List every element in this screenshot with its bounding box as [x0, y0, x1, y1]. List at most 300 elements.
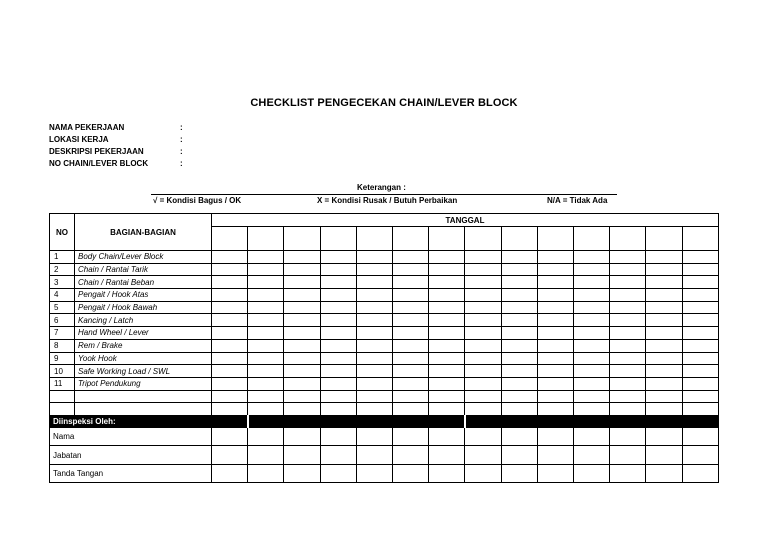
signature-cell[interactable] [682, 464, 718, 483]
part-header: BAGIAN-BAGIAN [75, 214, 212, 251]
signature-cell[interactable] [212, 464, 248, 483]
check-cell[interactable] [429, 301, 465, 314]
check-cell[interactable] [501, 339, 537, 352]
check-cell[interactable] [537, 377, 573, 390]
no-header: NO [50, 214, 75, 251]
check-cell[interactable] [574, 403, 610, 416]
check-cell[interactable] [356, 251, 392, 264]
check-cell[interactable] [320, 352, 356, 365]
date-cell[interactable] [248, 227, 284, 251]
check-cell[interactable] [284, 276, 320, 289]
date-cell[interactable] [356, 227, 392, 251]
check-cell[interactable] [501, 377, 537, 390]
signature-cell[interactable] [393, 446, 429, 465]
check-cell[interactable] [320, 377, 356, 390]
signature-cell[interactable] [465, 446, 501, 465]
item-name: Pengait / Hook Atas [75, 289, 212, 302]
check-cell[interactable] [356, 289, 392, 302]
check-cell[interactable] [393, 352, 429, 365]
inspected-by-bar [50, 415, 719, 427]
check-cell[interactable] [682, 390, 718, 403]
check-cell[interactable] [465, 377, 501, 390]
check-cell[interactable] [610, 327, 646, 340]
check-cell[interactable] [284, 403, 320, 416]
item-name: Body Chain/Lever Block [75, 251, 212, 264]
item-number: 1 [50, 251, 75, 264]
check-cell[interactable] [393, 314, 429, 327]
item-number: 5 [50, 301, 75, 314]
signature-cell[interactable] [356, 427, 392, 446]
check-cell[interactable] [248, 390, 284, 403]
item-number: 2 [50, 263, 75, 276]
table-row [50, 365, 719, 378]
check-cell[interactable] [646, 377, 682, 390]
check-cell[interactable] [429, 339, 465, 352]
check-cell[interactable] [501, 263, 537, 276]
signature-cell[interactable] [537, 427, 573, 446]
date-cell[interactable] [682, 227, 718, 251]
item-name: Safe Working Load / SWL [75, 365, 212, 378]
check-cell[interactable] [537, 251, 573, 264]
check-cell[interactable] [682, 377, 718, 390]
item-number [50, 403, 75, 416]
check-cell[interactable] [501, 403, 537, 416]
check-cell[interactable] [537, 339, 573, 352]
check-cell[interactable] [248, 377, 284, 390]
check-cell[interactable] [248, 289, 284, 302]
check-cell[interactable] [574, 276, 610, 289]
check-cell[interactable] [248, 352, 284, 365]
document-title: CHECKLIST PENGECEKAN CHAIN/LEVER BLOCK [250, 97, 518, 109]
signature-cell[interactable] [537, 446, 573, 465]
check-cell[interactable] [610, 276, 646, 289]
signature-cell[interactable] [212, 427, 248, 446]
signature-cell[interactable] [320, 464, 356, 483]
item-number [50, 390, 75, 403]
check-cell[interactable] [646, 339, 682, 352]
check-cell[interactable] [248, 314, 284, 327]
date-cell[interactable] [429, 227, 465, 251]
signature-cell[interactable] [537, 464, 573, 483]
signature-cell[interactable] [682, 446, 718, 465]
check-cell[interactable] [429, 403, 465, 416]
signature-cell[interactable] [646, 446, 682, 465]
check-cell[interactable] [682, 365, 718, 378]
legend-na: N/A = Tidak Ada [547, 196, 608, 205]
field-label: DESKRIPSI PEKERJAAN [49, 147, 144, 156]
signature-cell[interactable] [610, 427, 646, 446]
field-row [49, 122, 183, 134]
check-cell[interactable] [212, 289, 248, 302]
item-name: Chain / Rantai Beban [75, 276, 212, 289]
check-cell[interactable] [356, 377, 392, 390]
item-number: 6 [50, 314, 75, 327]
check-cell[interactable] [429, 314, 465, 327]
check-cell[interactable] [610, 339, 646, 352]
check-cell[interactable] [646, 390, 682, 403]
check-cell[interactable] [284, 377, 320, 390]
table-row [50, 289, 719, 302]
check-cell[interactable] [682, 289, 718, 302]
signature-cell[interactable] [393, 464, 429, 483]
check-cell[interactable] [284, 327, 320, 340]
date-cell[interactable] [284, 227, 320, 251]
check-cell[interactable] [682, 327, 718, 340]
check-cell[interactable] [356, 352, 392, 365]
check-cell[interactable] [574, 352, 610, 365]
check-cell[interactable] [248, 276, 284, 289]
check-cell[interactable] [501, 314, 537, 327]
item-name: Kancing / Latch [75, 314, 212, 327]
check-cell[interactable] [574, 314, 610, 327]
check-cell[interactable] [284, 301, 320, 314]
signature-label: Nama [50, 427, 212, 446]
check-cell[interactable] [393, 327, 429, 340]
check-cell[interactable] [393, 276, 429, 289]
date-cell[interactable] [537, 227, 573, 251]
date-cell[interactable] [610, 227, 646, 251]
check-cell[interactable] [682, 403, 718, 416]
check-cell[interactable] [320, 314, 356, 327]
check-cell[interactable] [537, 276, 573, 289]
signature-cell[interactable] [574, 427, 610, 446]
check-cell[interactable] [574, 339, 610, 352]
table-row [50, 301, 719, 314]
check-cell[interactable] [356, 339, 392, 352]
signature-cell[interactable] [284, 446, 320, 465]
check-cell[interactable] [610, 403, 646, 416]
table-row [50, 327, 719, 340]
signature-cell[interactable] [429, 464, 465, 483]
check-cell[interactable] [682, 339, 718, 352]
check-cell[interactable] [248, 327, 284, 340]
signature-cell[interactable] [356, 464, 392, 483]
check-cell[interactable] [284, 352, 320, 365]
check-cell[interactable] [537, 327, 573, 340]
check-cell[interactable] [429, 289, 465, 302]
check-cell[interactable] [320, 301, 356, 314]
check-cell[interactable] [646, 251, 682, 264]
table-row [50, 390, 719, 403]
table-row [50, 339, 719, 352]
check-cell[interactable] [646, 276, 682, 289]
check-cell[interactable] [284, 339, 320, 352]
check-cell[interactable] [320, 365, 356, 378]
check-cell[interactable] [320, 289, 356, 302]
check-cell[interactable] [574, 251, 610, 264]
signature-cell[interactable] [501, 427, 537, 446]
check-cell[interactable] [356, 276, 392, 289]
check-cell[interactable] [646, 352, 682, 365]
check-cell[interactable] [537, 301, 573, 314]
date-header: TANGGAL [212, 214, 719, 227]
check-cell[interactable] [501, 251, 537, 264]
signature-cell[interactable] [465, 464, 501, 483]
date-cell[interactable] [320, 227, 356, 251]
field-label: NO CHAIN/LEVER BLOCK [49, 159, 149, 168]
check-cell[interactable] [393, 365, 429, 378]
check-cell[interactable] [284, 390, 320, 403]
check-cell[interactable] [465, 352, 501, 365]
check-cell[interactable] [646, 289, 682, 302]
signature-cell[interactable] [320, 446, 356, 465]
check-cell[interactable] [429, 263, 465, 276]
field-colon: : [180, 147, 183, 156]
check-cell[interactable] [610, 289, 646, 302]
signature-row [50, 427, 719, 446]
check-cell[interactable] [610, 390, 646, 403]
signature-cell[interactable] [646, 464, 682, 483]
signature-cell[interactable] [465, 427, 501, 446]
check-cell[interactable] [320, 263, 356, 276]
check-cell[interactable] [320, 339, 356, 352]
check-cell[interactable] [501, 289, 537, 302]
check-cell[interactable] [284, 251, 320, 264]
check-cell[interactable] [682, 251, 718, 264]
check-cell[interactable] [356, 403, 392, 416]
signature-cell[interactable] [646, 427, 682, 446]
check-cell[interactable] [393, 339, 429, 352]
signature-cell[interactable] [393, 427, 429, 446]
item-number: 11 [50, 377, 75, 390]
legend-heading: Keterangan : [357, 183, 406, 192]
date-cell[interactable] [501, 227, 537, 251]
check-cell[interactable] [646, 314, 682, 327]
check-cell[interactable] [682, 352, 718, 365]
check-cell[interactable] [393, 390, 429, 403]
check-cell[interactable] [356, 390, 392, 403]
check-cell[interactable] [682, 301, 718, 314]
field-row [49, 146, 183, 158]
check-cell[interactable] [429, 352, 465, 365]
item-number: 7 [50, 327, 75, 340]
check-cell[interactable] [465, 390, 501, 403]
check-cell[interactable] [465, 339, 501, 352]
signature-label: Tanda Tangan [50, 464, 212, 483]
check-cell[interactable] [212, 403, 248, 416]
check-cell[interactable] [284, 314, 320, 327]
table-row [50, 314, 719, 327]
signature-cell[interactable] [682, 427, 718, 446]
check-cell[interactable] [429, 327, 465, 340]
check-cell[interactable] [356, 314, 392, 327]
check-cell[interactable] [501, 365, 537, 378]
check-cell[interactable] [465, 365, 501, 378]
table-row [50, 263, 719, 276]
check-cell[interactable] [537, 289, 573, 302]
item-number: 8 [50, 339, 75, 352]
item-name: Tripot Pendukung [75, 377, 212, 390]
check-cell[interactable] [212, 301, 248, 314]
check-cell[interactable] [537, 390, 573, 403]
check-cell[interactable] [610, 263, 646, 276]
check-cell[interactable] [646, 301, 682, 314]
check-cell[interactable] [682, 276, 718, 289]
check-cell[interactable] [248, 339, 284, 352]
check-cell[interactable] [610, 365, 646, 378]
item-number: 4 [50, 289, 75, 302]
check-cell[interactable] [248, 365, 284, 378]
check-cell[interactable] [574, 263, 610, 276]
field-colon: : [180, 135, 183, 144]
signature-cell[interactable] [501, 464, 537, 483]
check-cell[interactable] [682, 263, 718, 276]
check-cell[interactable] [320, 403, 356, 416]
check-cell[interactable] [537, 352, 573, 365]
check-cell[interactable] [610, 301, 646, 314]
check-cell[interactable] [610, 377, 646, 390]
check-cell[interactable] [574, 301, 610, 314]
field-label: NAMA PEKERJAAN [49, 123, 125, 132]
check-cell[interactable] [212, 276, 248, 289]
check-cell[interactable] [610, 352, 646, 365]
check-cell[interactable] [248, 301, 284, 314]
check-cell[interactable] [393, 263, 429, 276]
check-cell[interactable] [429, 377, 465, 390]
signature-cell[interactable] [248, 446, 284, 465]
check-cell[interactable] [393, 289, 429, 302]
item-name: Pengait / Hook Bawah [75, 301, 212, 314]
date-cell[interactable] [465, 227, 501, 251]
check-cell[interactable] [320, 327, 356, 340]
check-cell[interactable] [682, 314, 718, 327]
check-cell[interactable] [501, 390, 537, 403]
field-colon: : [180, 123, 183, 132]
field-row [49, 158, 183, 170]
check-cell[interactable] [465, 276, 501, 289]
inspected-by-segment [248, 415, 465, 427]
check-cell[interactable] [320, 390, 356, 403]
signature-cell[interactable] [574, 464, 610, 483]
check-cell[interactable] [501, 301, 537, 314]
legend-ok: √ = Kondisi Bagus / OK [153, 196, 242, 205]
check-cell[interactable] [393, 377, 429, 390]
check-cell[interactable] [465, 403, 501, 416]
signature-row [50, 446, 719, 465]
check-cell[interactable] [646, 263, 682, 276]
check-cell[interactable] [248, 263, 284, 276]
check-cell[interactable] [501, 327, 537, 340]
check-cell[interactable] [574, 390, 610, 403]
signature-cell[interactable] [429, 427, 465, 446]
check-cell[interactable] [429, 251, 465, 264]
check-cell[interactable] [356, 327, 392, 340]
check-cell[interactable] [212, 365, 248, 378]
signature-cell[interactable] [248, 427, 284, 446]
check-cell[interactable] [212, 390, 248, 403]
check-cell[interactable] [429, 365, 465, 378]
check-cell[interactable] [212, 339, 248, 352]
signature-cell[interactable] [610, 464, 646, 483]
signature-cell[interactable] [248, 464, 284, 483]
check-cell[interactable] [393, 403, 429, 416]
inspected-by-segment [465, 415, 719, 427]
check-cell[interactable] [501, 352, 537, 365]
check-cell[interactable] [248, 251, 284, 264]
check-cell[interactable] [610, 314, 646, 327]
check-cell[interactable] [537, 263, 573, 276]
check-cell[interactable] [393, 301, 429, 314]
date-cell[interactable] [393, 227, 429, 251]
check-cell[interactable] [537, 314, 573, 327]
check-cell[interactable] [465, 263, 501, 276]
check-cell[interactable] [356, 263, 392, 276]
check-cell[interactable] [284, 263, 320, 276]
check-cell[interactable] [284, 289, 320, 302]
field-label: LOKASI KERJA [49, 135, 109, 144]
item-name [75, 390, 212, 403]
check-cell[interactable] [284, 365, 320, 378]
check-cell[interactable] [429, 276, 465, 289]
check-cell[interactable] [574, 327, 610, 340]
check-cell[interactable] [356, 301, 392, 314]
signature-cell[interactable] [429, 446, 465, 465]
check-cell[interactable] [429, 390, 465, 403]
check-cell[interactable] [574, 289, 610, 302]
check-cell[interactable] [646, 327, 682, 340]
check-cell[interactable] [465, 301, 501, 314]
check-cell[interactable] [574, 377, 610, 390]
signature-cell[interactable] [320, 427, 356, 446]
checklist-table [49, 213, 719, 483]
item-name [75, 403, 212, 416]
signature-cell[interactable] [284, 427, 320, 446]
check-cell[interactable] [212, 314, 248, 327]
signature-cell[interactable] [212, 446, 248, 465]
check-cell[interactable] [537, 403, 573, 416]
signature-cell[interactable] [356, 446, 392, 465]
table-row [50, 377, 719, 390]
check-cell[interactable] [646, 403, 682, 416]
table-row [50, 352, 719, 365]
check-cell[interactable] [574, 365, 610, 378]
signature-cell[interactable] [501, 446, 537, 465]
check-cell[interactable] [212, 251, 248, 264]
field-colon: : [180, 159, 183, 168]
signature-cell[interactable] [284, 464, 320, 483]
date-cell[interactable] [646, 227, 682, 251]
check-cell[interactable] [248, 403, 284, 416]
check-cell[interactable] [465, 251, 501, 264]
check-cell[interactable] [212, 263, 248, 276]
date-cell[interactable] [212, 227, 248, 251]
header-fields [49, 122, 183, 170]
check-cell[interactable] [610, 251, 646, 264]
item-name: Rem / Brake [75, 339, 212, 352]
check-cell[interactable] [501, 276, 537, 289]
check-cell[interactable] [212, 377, 248, 390]
check-cell[interactable] [537, 365, 573, 378]
check-cell[interactable] [646, 365, 682, 378]
item-name: Yook Hook [75, 352, 212, 365]
date-cell[interactable] [574, 227, 610, 251]
check-cell[interactable] [393, 251, 429, 264]
check-cell[interactable] [465, 327, 501, 340]
check-cell[interactable] [465, 289, 501, 302]
check-cell[interactable] [212, 327, 248, 340]
check-cell[interactable] [320, 276, 356, 289]
signature-cell[interactable] [610, 446, 646, 465]
table-row [50, 403, 719, 416]
signature-cell[interactable] [574, 446, 610, 465]
check-cell[interactable] [465, 314, 501, 327]
table-header-row [50, 214, 719, 227]
check-cell[interactable] [356, 365, 392, 378]
table-row [50, 251, 719, 264]
check-cell[interactable] [320, 251, 356, 264]
check-cell[interactable] [212, 352, 248, 365]
signature-label: Jabatan [50, 446, 212, 465]
